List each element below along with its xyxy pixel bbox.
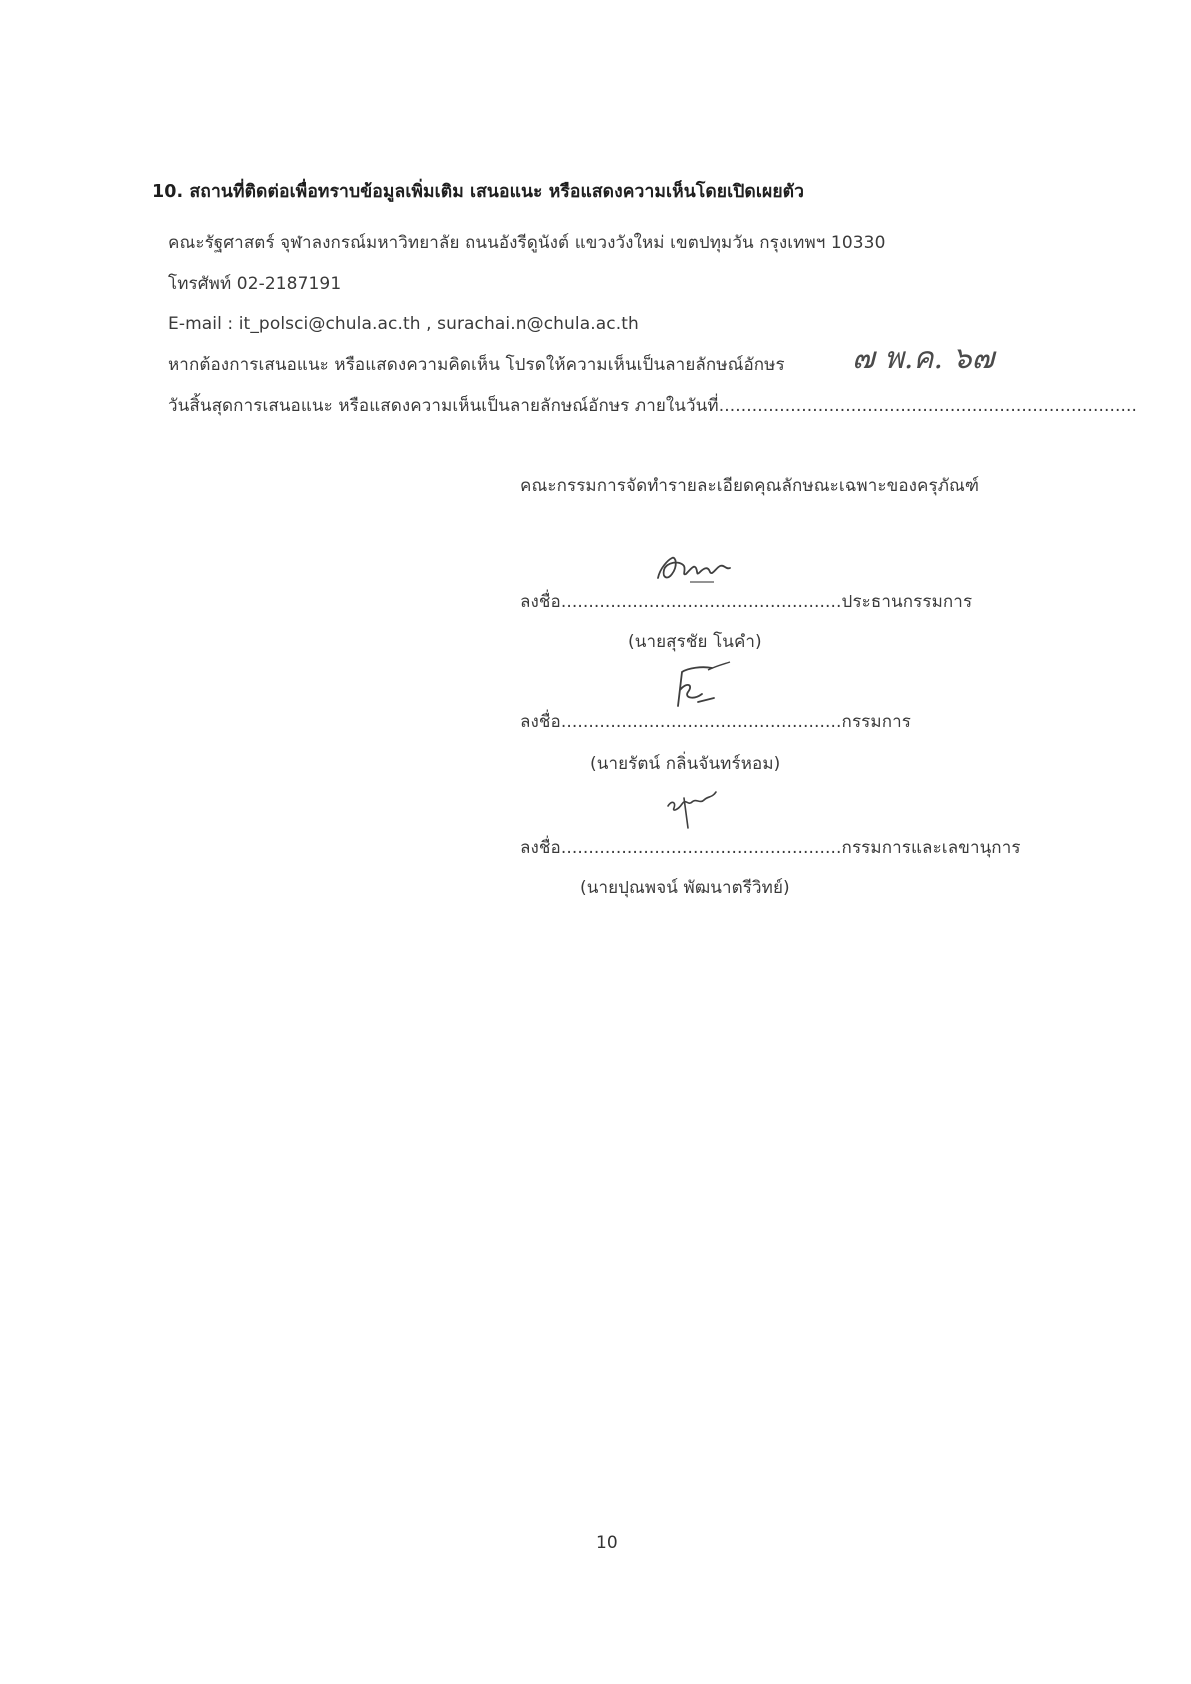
- comment-deadline-text: วันสิ้นสุดการเสนอแนะ หรือแสดงความเห็นเป็นลายลักษณ์อักษร ภายในวันที่............................................................................: [168, 396, 1137, 416]
- committee-title: คณะกรรมการจัดทำรายละเอียดคุณลักษณะเฉพาะของครุภัณฑ์: [520, 476, 980, 496]
- signatory-1-name: (นายสุรชัย โนคำ): [628, 632, 762, 652]
- contact-email: E-mail : it_polsci@chula.ac.th , surachai.n@chula.ac.th: [168, 314, 639, 334]
- page-number: 10: [596, 1533, 618, 1553]
- signatory-2-sign-line: ลงชื่อ...................................................กรรมการ: [520, 712, 911, 732]
- signatory-3-sign-line: ลงชื่อ...................................................กรรมการและเลขานุการ: [520, 838, 1021, 858]
- signatory-2-name: (นายรัตน์ กลิ่นจันทร์หอม): [590, 754, 781, 774]
- contact-phone: โทรศัพท์ 02-2187191: [168, 274, 342, 294]
- signatory-1-sign-line: ลงชื่อ...................................................ประธานกรรมการ: [520, 592, 973, 612]
- section-10-heading: 10. สถานที่ติดต่อเพื่อทราบข้อมูลเพิ่มเติม เสนอแนะ หรือแสดงความเห็นโดยเปิดเผยตัว: [152, 182, 805, 202]
- comment-request-text: หากต้องการเสนอแนะ หรือแสดงความคิดเห็น โปรดให้ความเห็นเป็นลายลักษณ์อักษร: [168, 355, 785, 375]
- signatory-3-name: (นายปุณพจน์ พัฒนาตรีวิทย์): [580, 878, 790, 898]
- contact-address: คณะรัฐศาสตร์ จุฬาลงกรณ์มหาวิทยาลัย ถนนอังรีดูนังต์ แขวงวังใหม่ เขตปทุมวัน กรุงเทพฯ 10330: [168, 233, 886, 253]
- signature-secretary: [660, 784, 730, 832]
- handwritten-date: ๗ พ.ค. ๖๗: [852, 341, 995, 376]
- signature-committee-member: [668, 658, 738, 718]
- signature-chairman: [650, 548, 740, 592]
